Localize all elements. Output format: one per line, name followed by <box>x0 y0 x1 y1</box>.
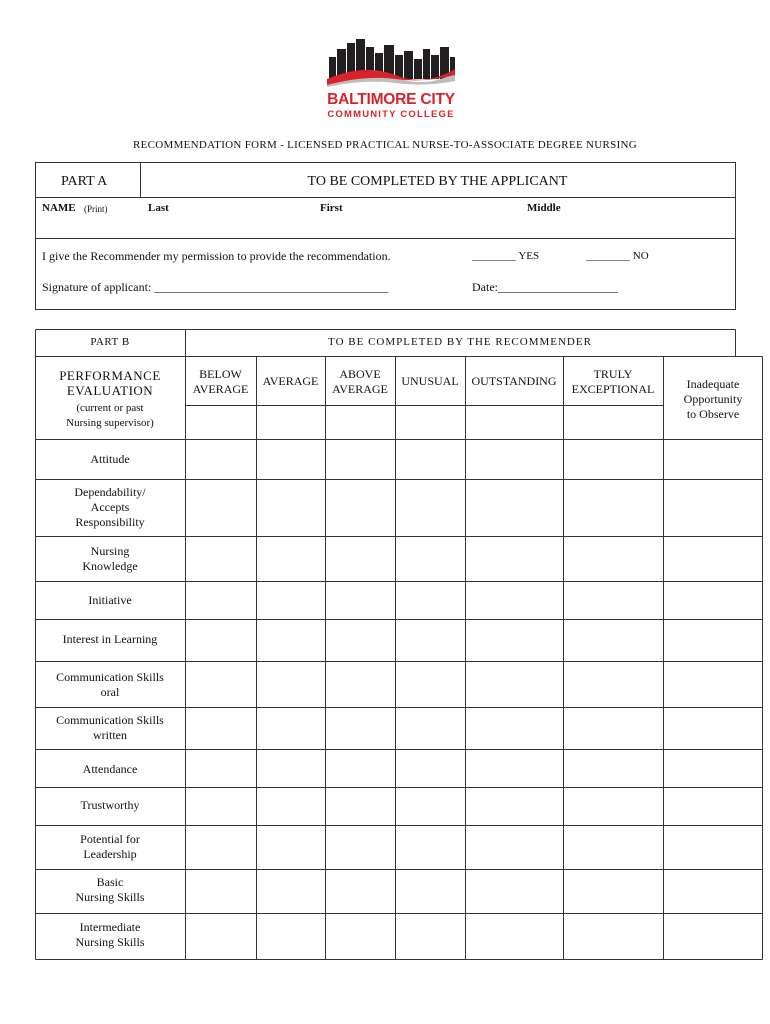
col-average <box>256 374 325 389</box>
criterion-label: Nursing <box>90 544 130 558</box>
criterion-attendance <box>35 762 185 777</box>
criterion-label: Intermediate <box>79 920 141 934</box>
criterion-attitude <box>35 452 185 467</box>
signature-field[interactable]: Signature of applicant: _______________________________________ <box>42 280 389 294</box>
col-average-l1: AVERAGE <box>262 374 319 388</box>
col-truly-exceptional-l2: EXCEPTIONAL <box>571 382 655 396</box>
col-inadequate-opportunity <box>663 377 763 422</box>
criterion-label: Potential for <box>80 832 140 846</box>
col-outstanding-l1: OUTSTANDING <box>471 374 557 388</box>
eval-sub-line2: Nursing supervisor) <box>66 417 154 429</box>
criterion-label: written <box>93 728 127 742</box>
name-print-hint: (Print) <box>84 204 108 214</box>
criterion-label: oral <box>100 685 120 699</box>
criterion-trustworthy <box>35 798 185 813</box>
criterion-nursing-knowledge <box>35 544 185 574</box>
criterion-communication-oral <box>35 670 185 700</box>
col-inadequate-l1: Inadequate <box>686 377 740 391</box>
col-below-average-l2: AVERAGE <box>192 382 249 396</box>
name-label: NAME <box>42 202 76 214</box>
performance-evaluation-subtitle <box>35 401 185 431</box>
col-truly-exceptional-l1: TRULY <box>593 367 633 381</box>
criterion-label: Communication Skills <box>56 670 164 684</box>
criterion-label: Interest in Learning <box>62 632 158 646</box>
permission-statement: I give the Recommender my permission to provide the recommendation. <box>42 249 391 263</box>
col-truly-exceptional <box>563 367 663 397</box>
criterion-label: Nursing Skills <box>75 890 145 904</box>
col-above-average <box>325 367 395 397</box>
criterion-label: Nursing Skills <box>75 935 145 949</box>
eval-title-line1: PERFORMANCE <box>59 368 161 383</box>
criterion-label: Accepts <box>90 500 130 514</box>
criterion-dependability <box>35 485 185 530</box>
criterion-label: Attitude <box>90 452 130 466</box>
college-logo <box>325 35 457 125</box>
col-above-average-l2: AVERAGE <box>332 382 388 396</box>
permission-no-option[interactable]: ________ NO <box>586 250 649 262</box>
performance-evaluation-title <box>35 368 185 398</box>
part-b-label: PART B <box>90 336 130 348</box>
middle-name-label: Middle <box>527 202 561 214</box>
criterion-initiative <box>35 593 185 608</box>
criterion-intermediate-nursing-skills <box>35 920 185 950</box>
criterion-label: Communication Skills <box>56 713 164 727</box>
criterion-interest-in-learning <box>35 632 185 647</box>
criterion-label: Initiative <box>88 593 132 607</box>
criterion-label: Attendance <box>82 762 138 776</box>
permission-yes-option[interactable]: ________ YES <box>472 250 540 262</box>
col-below-average-l1: BELOW <box>199 367 242 381</box>
part-a-label: PART A <box>61 174 108 189</box>
col-inadequate-l2: Opportunity <box>683 392 743 406</box>
part-b-section <box>35 329 763 960</box>
col-unusual <box>395 374 465 389</box>
criterion-label: Trustworthy <box>80 798 140 812</box>
logo-college-name: BALTIMORE CITY <box>327 91 455 108</box>
part-a-label-cell <box>36 163 141 197</box>
part-b-title: TO BE COMPLETED BY THE RECOMMENDER <box>328 336 592 348</box>
eval-title-line2: EVALUATION <box>66 383 154 398</box>
city-skyline-icon <box>325 35 457 93</box>
criterion-communication-written <box>35 713 185 743</box>
part-a-section <box>35 162 736 310</box>
col-below-average <box>185 367 256 397</box>
eval-sub-line1: (current or past <box>76 402 144 414</box>
name-row[interactable] <box>36 197 735 239</box>
first-name-label: First <box>320 202 343 214</box>
part-a-title: TO BE COMPLETED BY THE APPLICANT <box>307 174 568 189</box>
criterion-label: Basic <box>96 875 124 889</box>
criterion-leadership <box>35 832 185 862</box>
col-outstanding <box>465 374 563 389</box>
logo-college-type: COMMUNITY COLLEGE <box>327 109 455 120</box>
form-title: RECOMMENDATION FORM - LICENSED PRACTICAL NURSE-TO-ASSOCIATE DEGREE NURSING <box>132 139 638 151</box>
criterion-label: Dependability/ <box>74 485 146 499</box>
criterion-label: Knowledge <box>82 559 138 573</box>
part-a-header <box>36 163 735 198</box>
col-unusual-l1: UNUSUAL <box>401 374 459 388</box>
col-inadequate-l3: to Observe <box>686 407 740 421</box>
date-field[interactable]: Date:____________________ <box>472 280 618 294</box>
last-name-label: Last <box>148 202 169 214</box>
criterion-basic-nursing-skills <box>35 875 185 905</box>
col-above-average-l1: ABOVE <box>339 367 381 381</box>
criterion-label: Leadership <box>83 847 137 861</box>
criterion-label: Responsibility <box>75 515 145 529</box>
